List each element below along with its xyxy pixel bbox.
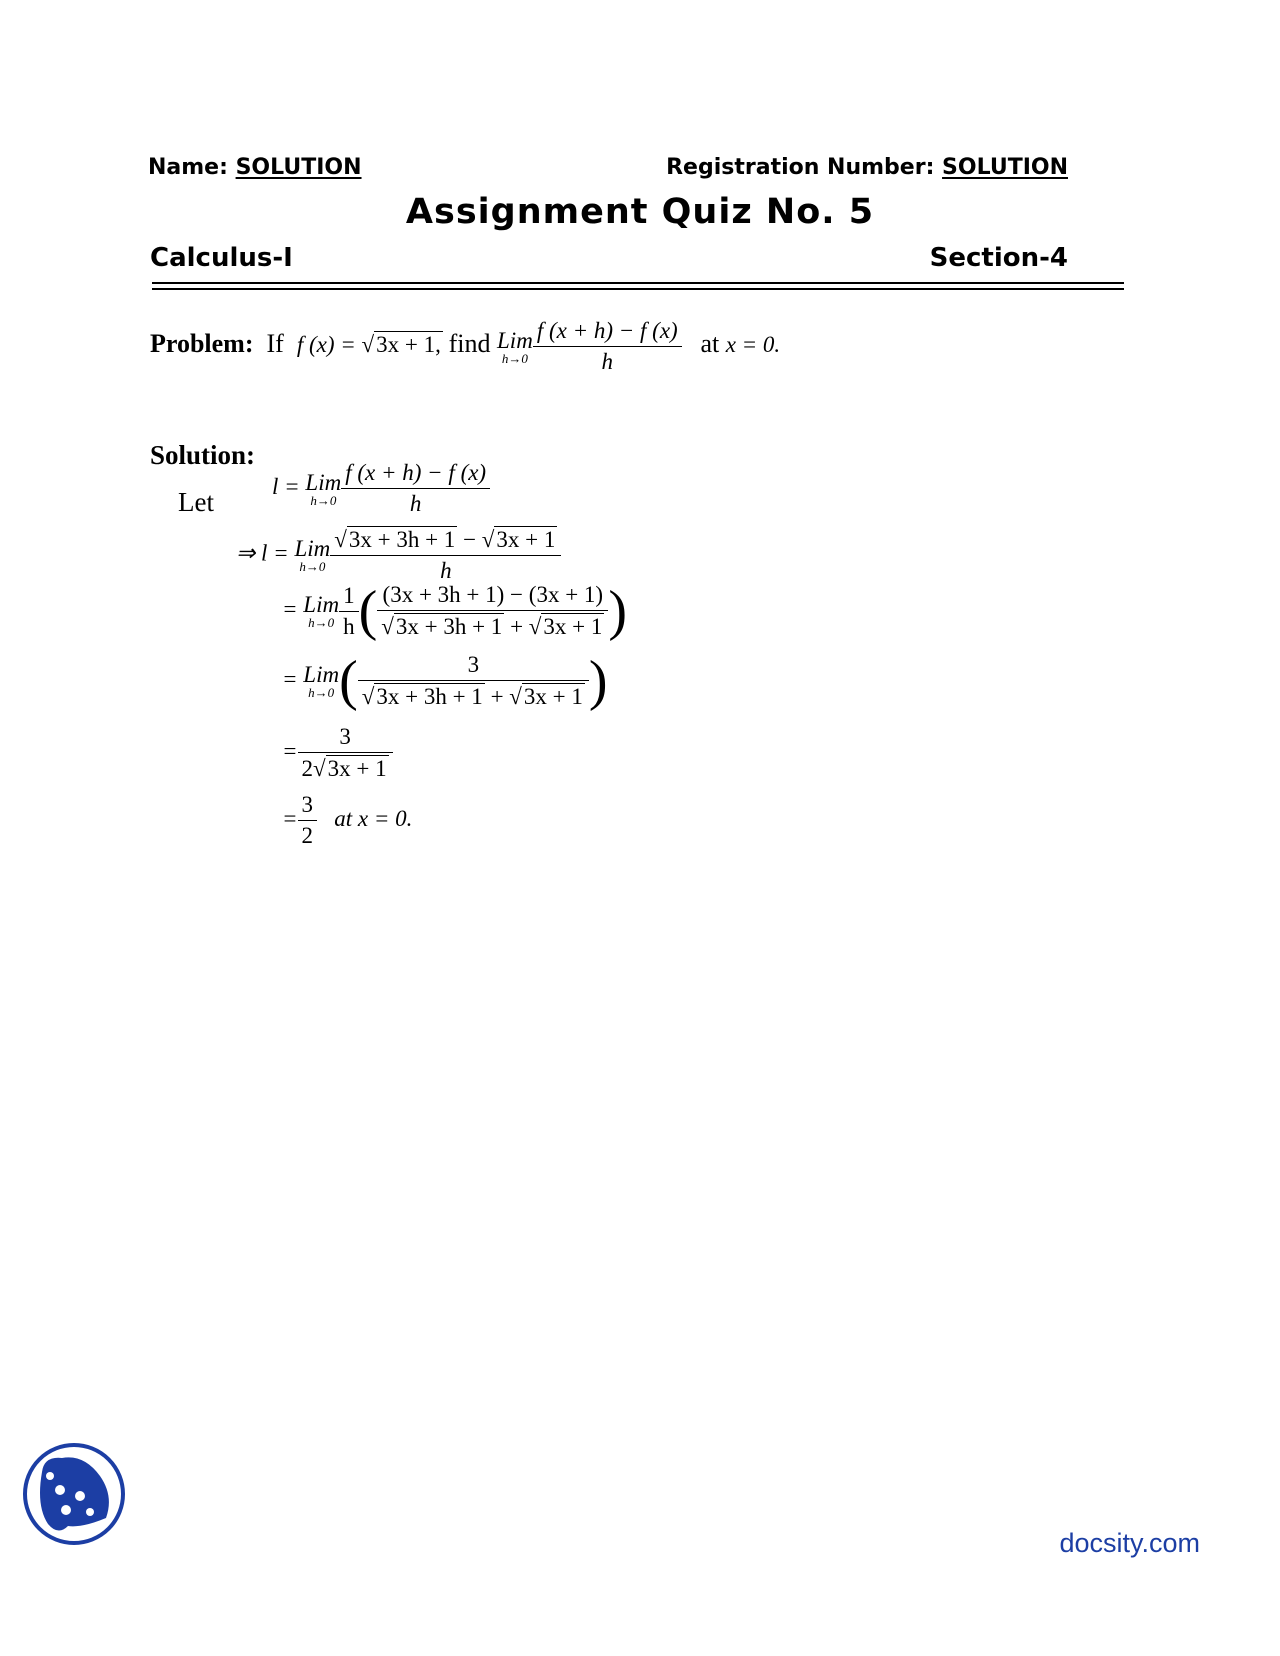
lim-word: Lim xyxy=(303,592,340,617)
step1-lhs: l = xyxy=(272,473,300,499)
step3-numerator: (3x + 3h + 1) − (3x + 1) xyxy=(382,582,604,607)
problem-statement xyxy=(150,318,780,375)
solution-heading: Solution: xyxy=(150,440,256,470)
equals-sign: = xyxy=(282,596,298,622)
equals-sign: = xyxy=(282,666,298,692)
radicand-b: 3x + 1 xyxy=(496,527,556,552)
radicand-b: 3x + 1 xyxy=(523,684,583,709)
radicand-b: 3x + 1 xyxy=(543,614,603,639)
lim-subscript: h→0 xyxy=(299,559,326,574)
plus-sign: + xyxy=(490,684,504,709)
registration-label: Registration Number: xyxy=(666,155,935,180)
name-value: SOLUTION xyxy=(235,155,362,180)
name-line xyxy=(148,155,362,180)
solution-step-5: = $\frac{3}{2√3x + 1}$ xyxy=(282,724,393,782)
solution-step-2: ⇒ l = Lim h→0 $\frac{√3x + 3h + 1 - √3x + 1}{h}$ xyxy=(236,526,561,584)
equals-sign: = xyxy=(282,805,298,831)
docsity-logo-icon xyxy=(22,1442,126,1546)
registration-line xyxy=(666,155,1068,180)
problem-limit xyxy=(497,318,687,374)
step2-lhs: ⇒ l = xyxy=(236,540,289,566)
minus-sign: − xyxy=(463,527,477,552)
lim-word: Lim xyxy=(294,536,331,561)
lim-subscript: h→0 xyxy=(310,492,337,508)
lim-subscript: h→0 xyxy=(308,685,335,700)
solution-step-4: = Lim h→0 ( $\frac{3}{√3x + 3h + 1 + √3x + 1}$ ) xyxy=(282,650,608,712)
lim-subscript: h→0 xyxy=(501,350,528,366)
step3-h: h xyxy=(339,611,359,640)
step6-denominator: 2 xyxy=(298,820,318,849)
step1-numerator: f (x + h) − f (x) xyxy=(345,460,487,485)
radicand-b: 3x + 1 xyxy=(327,756,387,781)
lim-word: Lim xyxy=(303,662,340,687)
registration-value: SOLUTION xyxy=(942,155,1068,180)
solution-step-6 xyxy=(282,792,412,849)
docsity-brand[interactable]: docsity.com xyxy=(1059,1528,1200,1558)
problem-function: f (x) = √3x + 1, xyxy=(296,331,441,357)
problem-condition: x = 0. xyxy=(725,331,781,357)
solution-step-3: = Lim h→0 $\frac{1}{h}$ ( $\frac{(3x + 3h + 1) - (3x + 1)}{√3x + 3h + 1 + √3x + 1}$ ) xyxy=(282,580,628,642)
problem-at: at xyxy=(700,328,720,358)
step6-numerator: 3 xyxy=(301,792,314,817)
solution-step-1 xyxy=(272,460,490,517)
step5-coefficient: 2 xyxy=(301,756,314,781)
separator-rule xyxy=(152,282,1124,290)
section-label: Section-4 xyxy=(929,243,1068,273)
let-label: Let xyxy=(178,487,214,517)
name-label: Name: xyxy=(148,155,228,180)
plus-sign: + xyxy=(510,614,524,639)
problem-numerator: f (x + h) − f (x) xyxy=(536,318,678,343)
problem-if: If xyxy=(266,328,284,358)
radicand-a: 3x + 3h + 1 xyxy=(348,527,456,552)
step4-numerator: 3 xyxy=(467,652,480,677)
lim-word: Lim xyxy=(305,469,342,495)
problem-find: find xyxy=(448,328,491,358)
course-name: Calculus-I xyxy=(150,243,293,273)
step3-one: 1 xyxy=(343,582,355,608)
function-lhs: f (x) = xyxy=(296,331,356,357)
final-condition: at x = 0. xyxy=(334,805,413,831)
lim-word: Lim xyxy=(497,327,533,353)
page-title: Assignment Quiz No. 5 xyxy=(405,192,875,232)
radicand-a: 3x + 3h + 1 xyxy=(395,614,503,639)
radicand-a: 3x + 3h + 1 xyxy=(376,684,483,709)
step1-denominator: h xyxy=(341,488,490,517)
step5-numerator: 3 xyxy=(339,724,351,749)
problem-denominator: h xyxy=(533,346,682,375)
equals-sign: = xyxy=(282,738,298,764)
function-radicand: 3x + 1, xyxy=(376,331,441,357)
step2-denominator: h xyxy=(330,555,561,584)
lim-subscript: h→0 xyxy=(308,615,335,630)
problem-label: Problem: xyxy=(150,328,254,358)
